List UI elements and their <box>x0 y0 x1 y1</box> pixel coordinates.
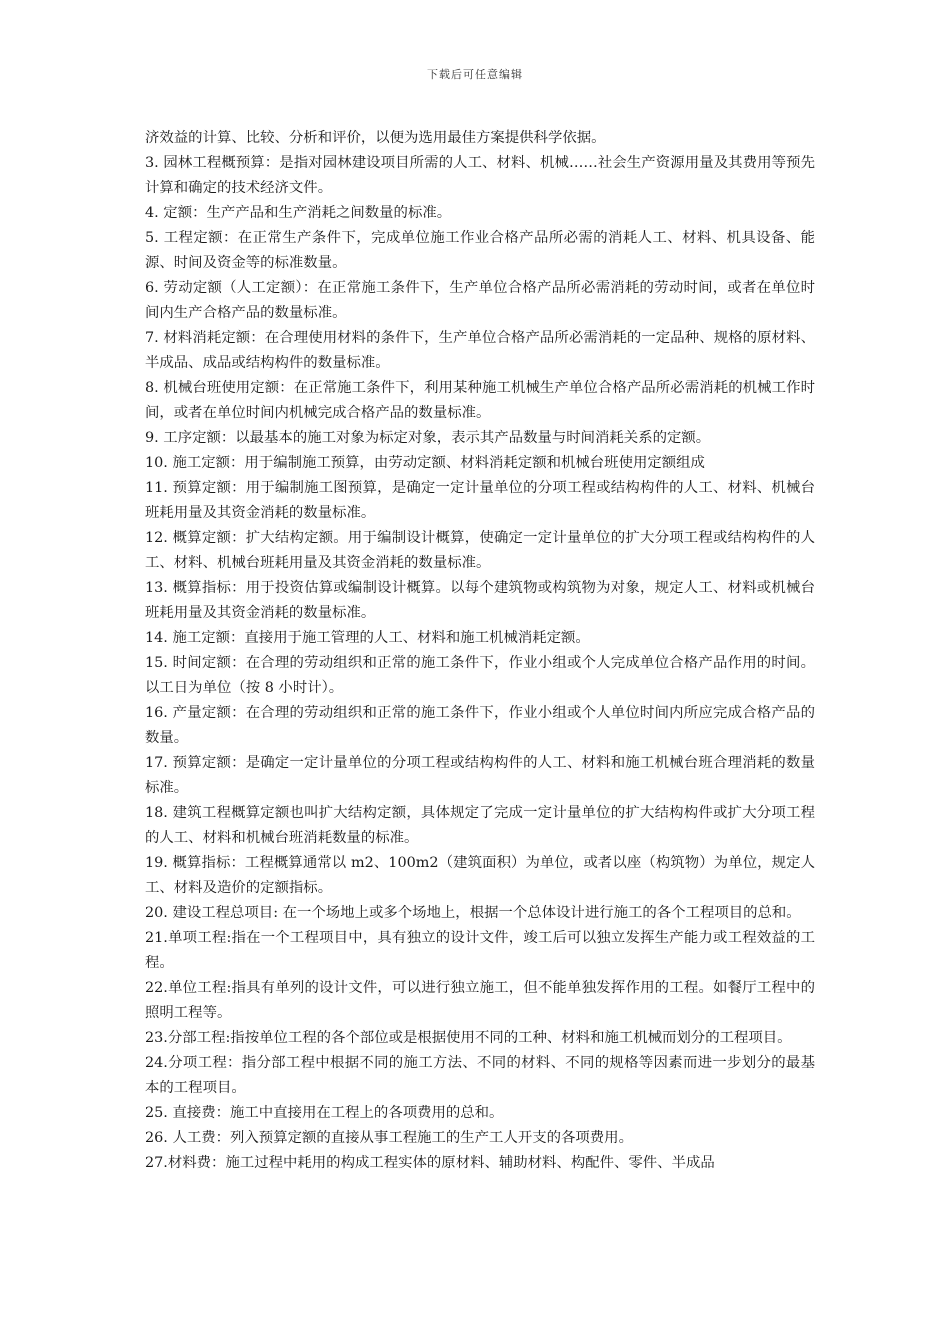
paragraph: 16. 产量定额：在合理的劳动组织和正常的施工条件下，作业小组或个人单位时间内所应完成合格产品的数量。 <box>145 705 815 746</box>
document-body <box>145 126 815 1176</box>
paragraph: 10. 施工定额：用于编制施工预算，由劳动定额、材料消耗定额和机械台班使用定额组成 <box>145 455 705 471</box>
paragraph: 24.分项工程：指分部工程中根据不同的施工方法、不同的材料、不同的规格等因素而进一步划分的最基本的工程项目。 <box>145 1055 815 1096</box>
paragraph: 17. 预算定额：是确定一定计量单位的分项工程或结构构件的人工、材料和施工机械台班合理消耗的数量标准。 <box>145 755 815 796</box>
paragraph: 6. 劳动定额（人工定额）：在正常施工条件下，生产单位合格产品所必需消耗的劳动时间，或者在单位时间内生产合格产品的数量标准。 <box>145 280 815 321</box>
paragraph: 7. 材料消耗定额：在合理使用材料的条件下，生产单位合格产品所必需消耗的一定品种、规格的原材料、半成品、成品或结构构件的数量标准。 <box>145 330 815 371</box>
page-header: 下载后可任意编辑 <box>427 68 523 81</box>
paragraph: 18. 建筑工程概算定额也叫扩大结构定额，具体规定了完成一定计量单位的扩大结构构件或扩大分项工程的人工、材料和机械台班消耗数量的标准。 <box>145 805 815 846</box>
paragraph: 12. 概算定额：扩大结构定额。用于编制设计概算，使确定一定计量单位的扩大分项工程或结构构件的人工、材料、机械台班耗用量及其资金消耗的数量标准。 <box>145 530 815 571</box>
paragraph: 22.单位工程:指具有单列的设计文件，可以进行独立施工，但不能单独发挥作用的工程。如餐厅工程中的照明工程等。 <box>145 980 815 1021</box>
paragraph: 21.单项工程:指在一个工程项目中，具有独立的设计文件，竣工后可以独立发挥生产能力或工程效益的工程。 <box>145 930 815 971</box>
paragraph: 5. 工程定额：在正常生产条件下，完成单位施工作业合格产品所必需的消耗人工、材料、机具设备、能源、时间及资金等的标准数量。 <box>145 230 815 271</box>
paragraph: 4. 定额：生产产品和生产消耗之间数量的标准。 <box>145 205 452 221</box>
paragraph: 14. 施工定额：直接用于施工管理的人工、材料和施工机械消耗定额。 <box>145 630 590 646</box>
paragraph: 8. 机械台班使用定额：在正常施工条件下，利用某种施工机械生产单位合格产品所必需消耗的机械工作时间，或者在单位时间内机械完成合格产品的数量标准。 <box>145 380 815 421</box>
paragraph: 15. 时间定额：在合理的劳动组织和正常的施工条件下，作业小组或个人完成单位合格产品作用的时间。以工日为单位（按 8 小时计）。 <box>145 655 815 696</box>
paragraph: 13. 概算指标：用于投资估算或编制设计概算。以每个建筑物或构筑物为对象，规定人工、材料或机械台班耗用量及其资金消耗的数量标准。 <box>145 580 815 621</box>
paragraph: 27.材料费：施工过程中耗用的构成工程实体的原材料、辅助材料、构配件、零件、半成品 <box>145 1155 715 1171</box>
paragraph: 20. 建设工程总项目: 在一个场地上或多个场地上，根据一个总体设计进行施工的各个工程项目的总和。 <box>145 905 801 921</box>
paragraph: 23.分部工程:指按单位工程的各个部位或是根据使用不同的工种、材料和施工机械而划分的工程项目。 <box>145 1030 792 1046</box>
paragraph: 3. 园林工程概预算：是指对园林建设项目所需的人工、材料、机械……社会生产资源用量及其费用等预先计算和确定的技术经济文件。 <box>145 155 815 196</box>
paragraph: 9. 工序定额：以最基本的施工对象为标定对象，表示其产品数量与时间消耗关系的定额。 <box>145 430 711 446</box>
paragraph: 26. 人工费：列入预算定额的直接从事工程施工的生产工人开支的各项费用。 <box>145 1130 633 1146</box>
paragraph: 19. 概算指标：工程概算通常以 m2、100m2（建筑面积）为单位，或者以座（构筑物）为单位，规定人工、材料及造价的定额指标。 <box>145 855 815 896</box>
paragraph: 济效益的计算、比较、分析和评价，以便为选用最佳方案提供科学依据。 <box>145 130 606 146</box>
paragraph: 11. 预算定额：用于编制施工图预算，是确定一定计量单位的分项工程或结构构件的人工、材料、机械台班耗用量及其资金消耗的数量标准。 <box>145 480 815 521</box>
paragraph: 25. 直接费：施工中直接用在工程上的各项费用的总和。 <box>145 1105 504 1121</box>
